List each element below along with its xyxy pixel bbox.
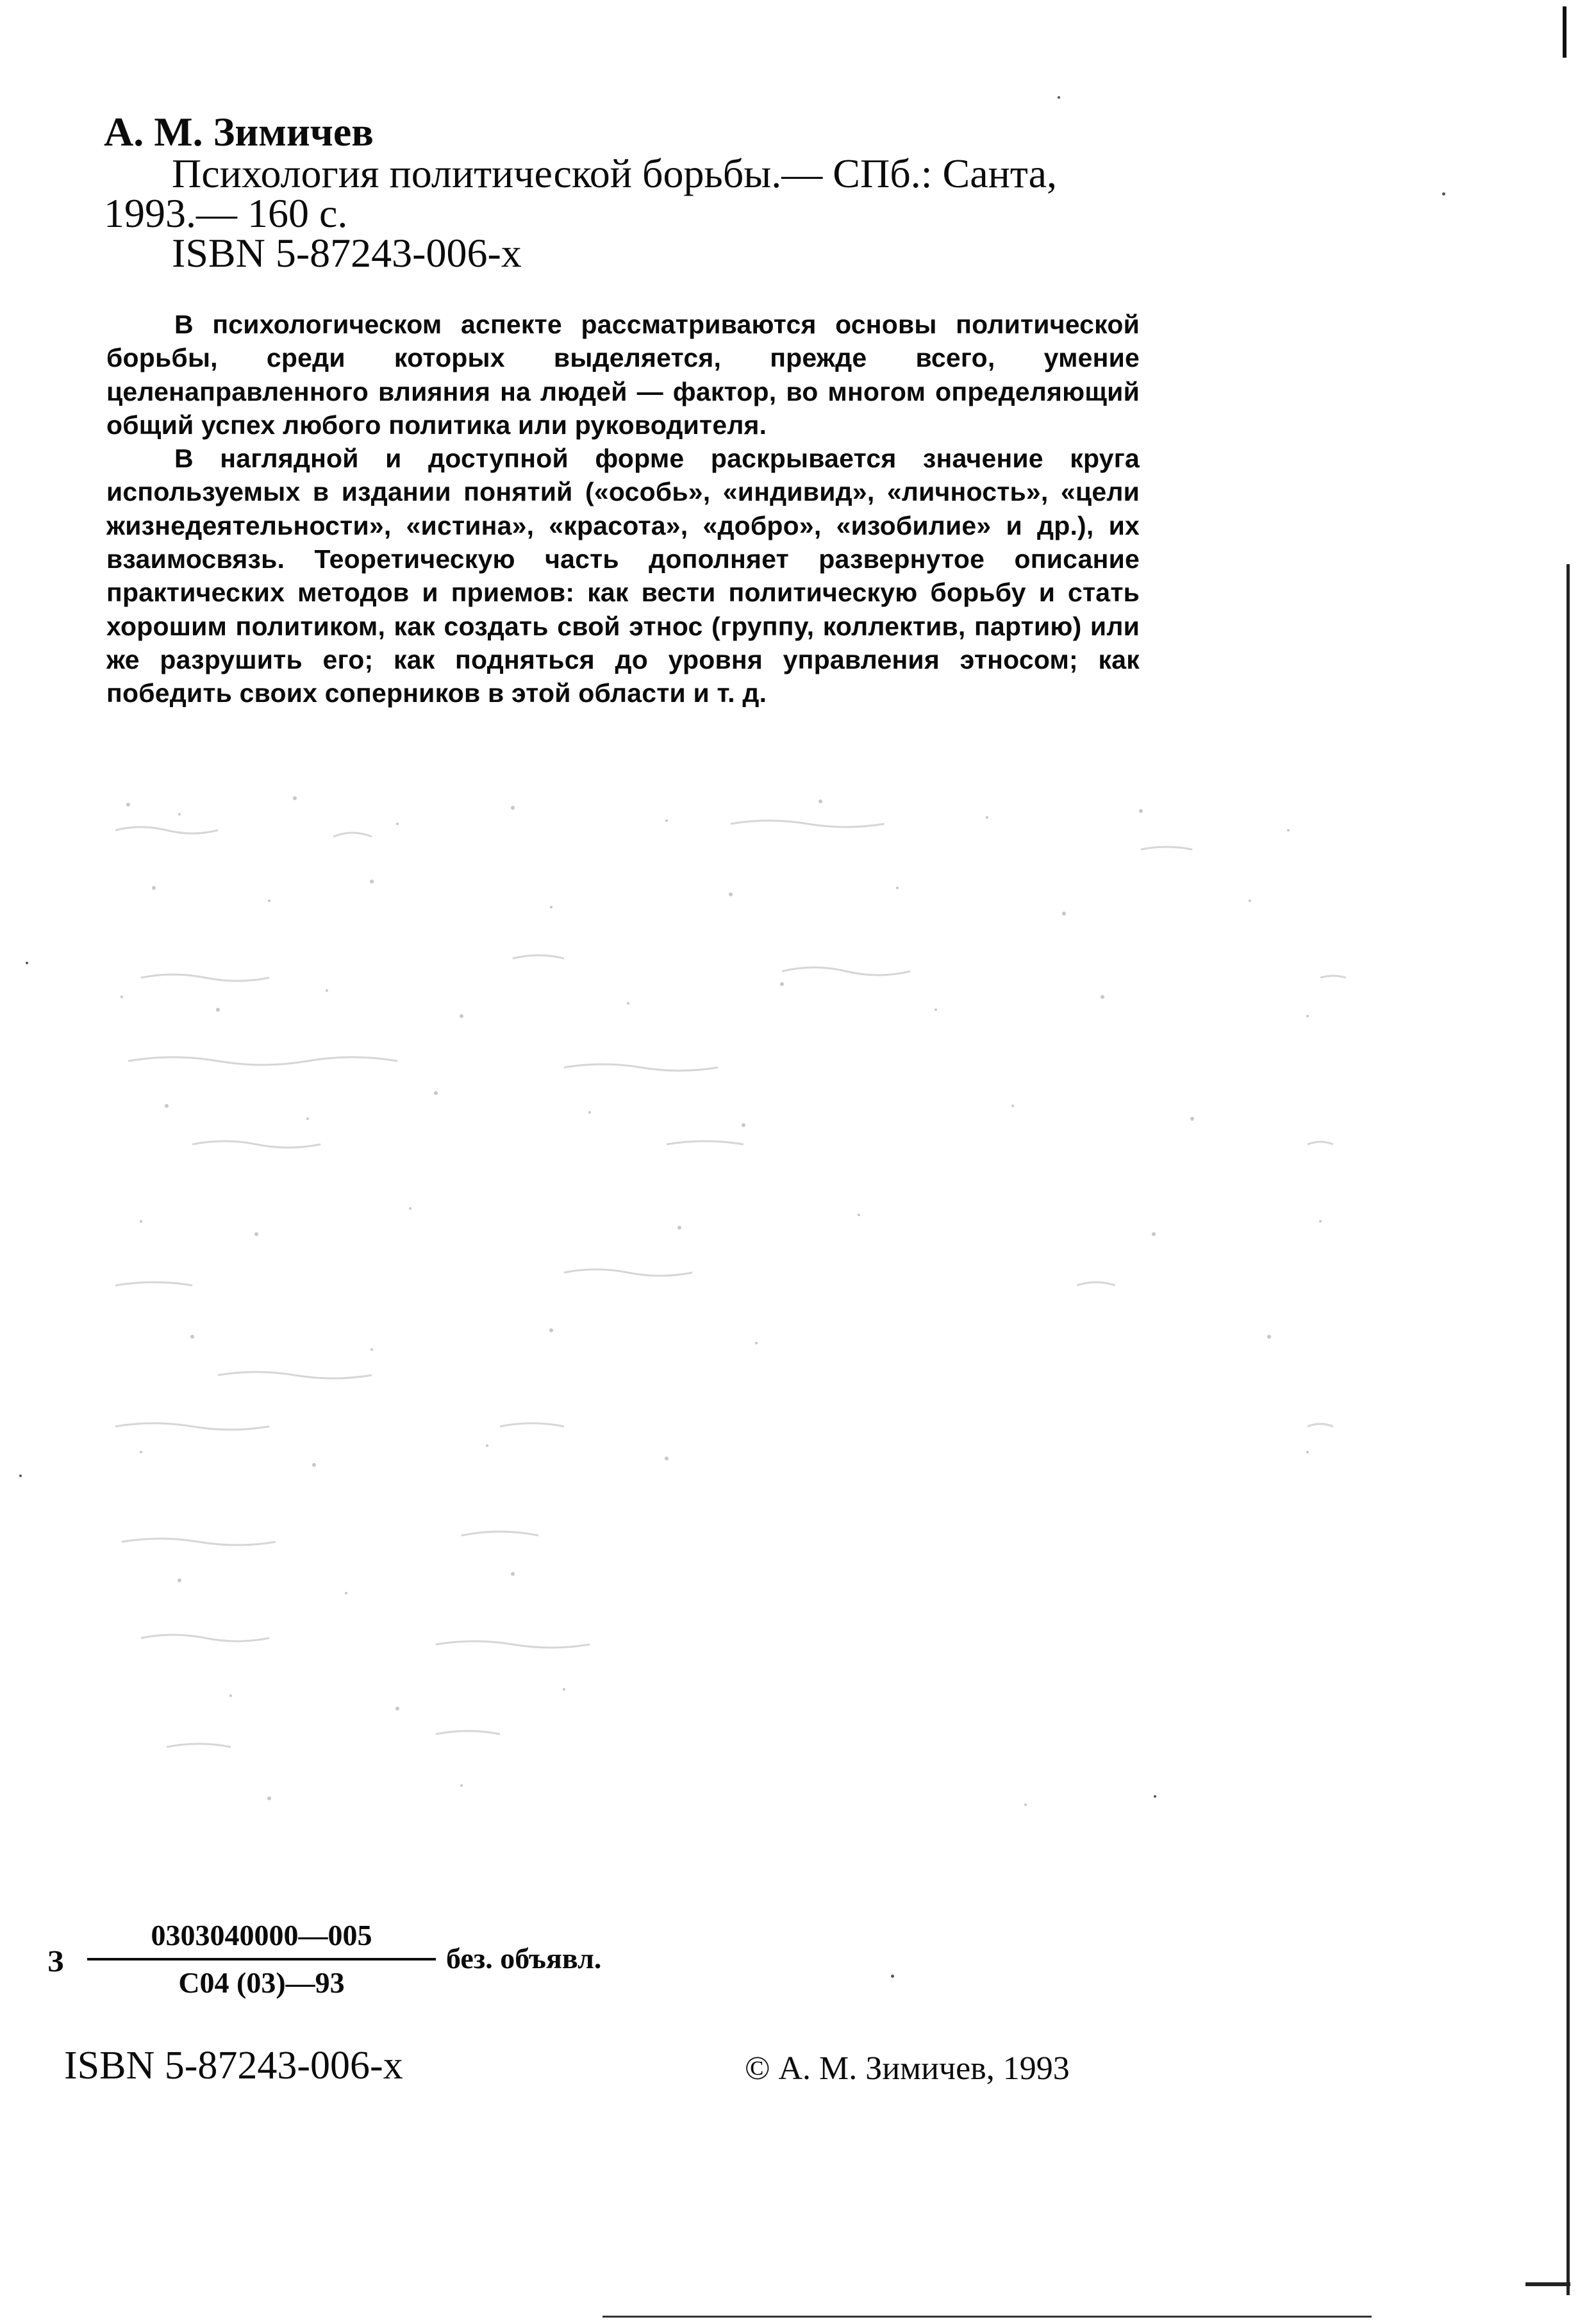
isbn-line: ISBN 5-87243-006-x xyxy=(172,230,522,276)
binding-edge-line xyxy=(1566,564,1570,2295)
udk-note: без. объявл. xyxy=(446,1942,602,1975)
book-abstract xyxy=(106,308,1140,710)
show-through-texture xyxy=(103,785,1352,1824)
author-name: А. М. Зимичев xyxy=(104,109,374,155)
bottom-edge-rule xyxy=(602,2316,1372,2318)
udk-numerator: 0303040000—005 xyxy=(151,1919,372,1952)
bibliographic-record xyxy=(104,151,1161,276)
abstract-paragraph: В психологическом аспекте рассматриваются основы политической борьбы, среди которых выделяется, прежде всего, умение целенаправленного влияния на людей — фактор, во многом определяющий общий успех любого политика или руководителя. xyxy=(106,310,1140,440)
page-speck xyxy=(1154,1795,1156,1798)
copyright-line: © А. М. Зимичев, 1993 xyxy=(745,2050,1070,2087)
publication-info-line: 1993.— 160 с. xyxy=(104,190,348,236)
udk-prefix: З xyxy=(47,1944,64,1978)
page-speck xyxy=(891,1975,894,1978)
page-speck xyxy=(26,962,28,964)
binding-edge-foot xyxy=(1525,2282,1570,2286)
page-speck xyxy=(1058,96,1060,99)
page-speck xyxy=(1442,192,1445,196)
show-through-strokes xyxy=(115,821,1346,1747)
binding-edge-mark xyxy=(1563,6,1566,58)
udk-fraction xyxy=(87,1917,436,2002)
show-through-specks xyxy=(120,796,1322,1806)
book-title-line: Психология политической борьбы.— СПб.: Санта, xyxy=(172,151,1058,196)
isbn-bottom: ISBN 5-87243-006-x xyxy=(64,2044,403,2087)
udk-denominator: С04 (03)—93 xyxy=(178,1966,345,1999)
abstract-paragraph: В наглядной и доступной форме раскрывается значение круга используемых в издании понятий («особь», «индивид», «личность», «цели жизнедеятельности», «истина», «красота», «добро», «изобилие» и др.), их взаимосвязь. Теоретическую часть дополняет развернутое описание практических методов и приемов: как вести политическую борьбу и стать хорошим политиком, как создать свой этнос (группу, коллектив, партию) или же разрушить его; как подняться до уровня управления этносом; как победить своих соперников в этой области и т. д. xyxy=(106,444,1140,708)
page-speck xyxy=(19,1475,22,1477)
library-classification-code xyxy=(47,1917,624,2013)
